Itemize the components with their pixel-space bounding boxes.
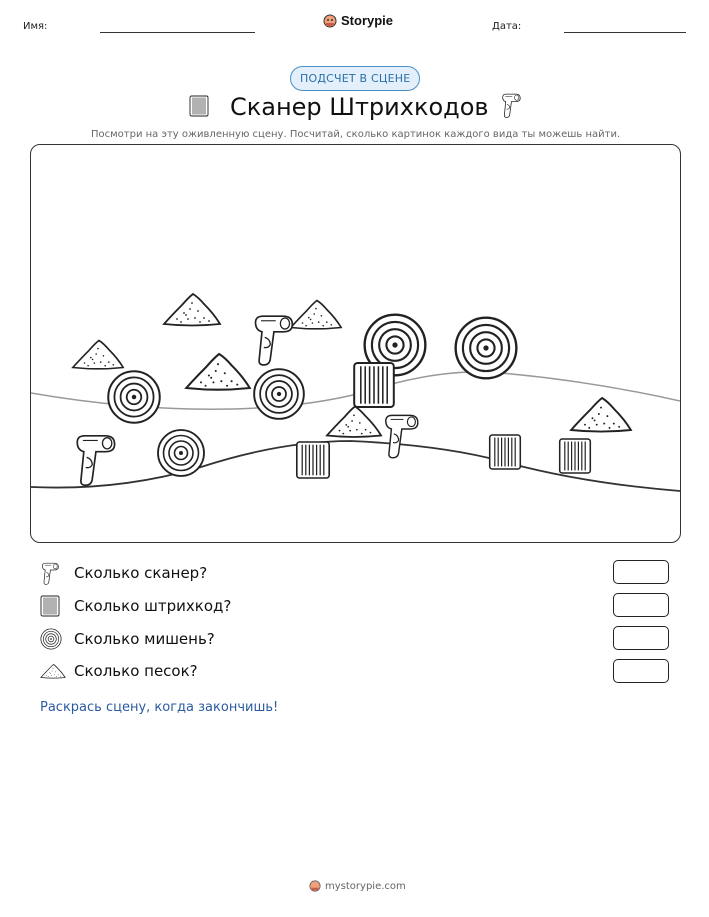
answer-box-barcode[interactable] [613,593,669,617]
footer-url[interactable]: mystorypie.com [325,880,406,892]
footer [309,880,406,892]
activity-badge: ПОДСЧЕТ В СЦЕНЕ [290,66,420,91]
target-icon [456,318,517,379]
date-label: Дата: [492,21,522,32]
scanner-icon [40,562,60,586]
answer-box-sand[interactable] [613,659,669,683]
barcode-icon [560,439,591,473]
name-line[interactable] [100,32,255,33]
storypie-logo-icon [309,880,321,892]
question-text: Сколько штрихкод? [74,597,232,615]
coloring-note: Раскрась сцену, когда закончишь! [40,700,279,715]
scene-frame [30,144,681,543]
question-text: Сколько песок? [74,662,198,680]
barcode-icon [40,595,60,617]
scanner-icon [386,415,418,457]
target-icon [108,371,160,423]
target-icon [40,628,62,650]
scanner-icon [500,92,522,120]
sand-icon [571,398,631,432]
target-icon [254,369,304,419]
page-title: Сканер Штрихкодов [230,93,489,121]
scene-illustration [31,145,680,542]
name-label: Имя: [23,21,48,32]
date-line[interactable] [564,32,686,33]
storypie-logo-icon [323,14,337,28]
scanner-icon [256,316,293,365]
scanner-icon [77,436,114,485]
barcode-icon [297,442,329,478]
question-text: Сколько сканер? [74,564,208,582]
sand-icon [73,341,123,369]
question-text: Сколько мишень? [74,630,215,648]
target-icon [158,430,204,476]
sand-icon [291,301,341,329]
barcode-icon [189,94,209,118]
brand-name: Storypie [341,13,394,28]
barcode-icon [490,435,521,469]
sand-icon [40,662,66,680]
brand-logo [323,13,393,28]
sand-icon [327,407,381,437]
sand-icon [164,294,220,326]
answer-box-target[interactable] [613,626,669,650]
barcode-icon [354,363,394,407]
instructions: Посмотри на эту оживленную сцену. Посчитай, сколько картинок каждого вида ты можешь найти. [91,129,621,140]
answer-box-scanner[interactable] [613,560,669,584]
sand-icon [186,354,249,390]
